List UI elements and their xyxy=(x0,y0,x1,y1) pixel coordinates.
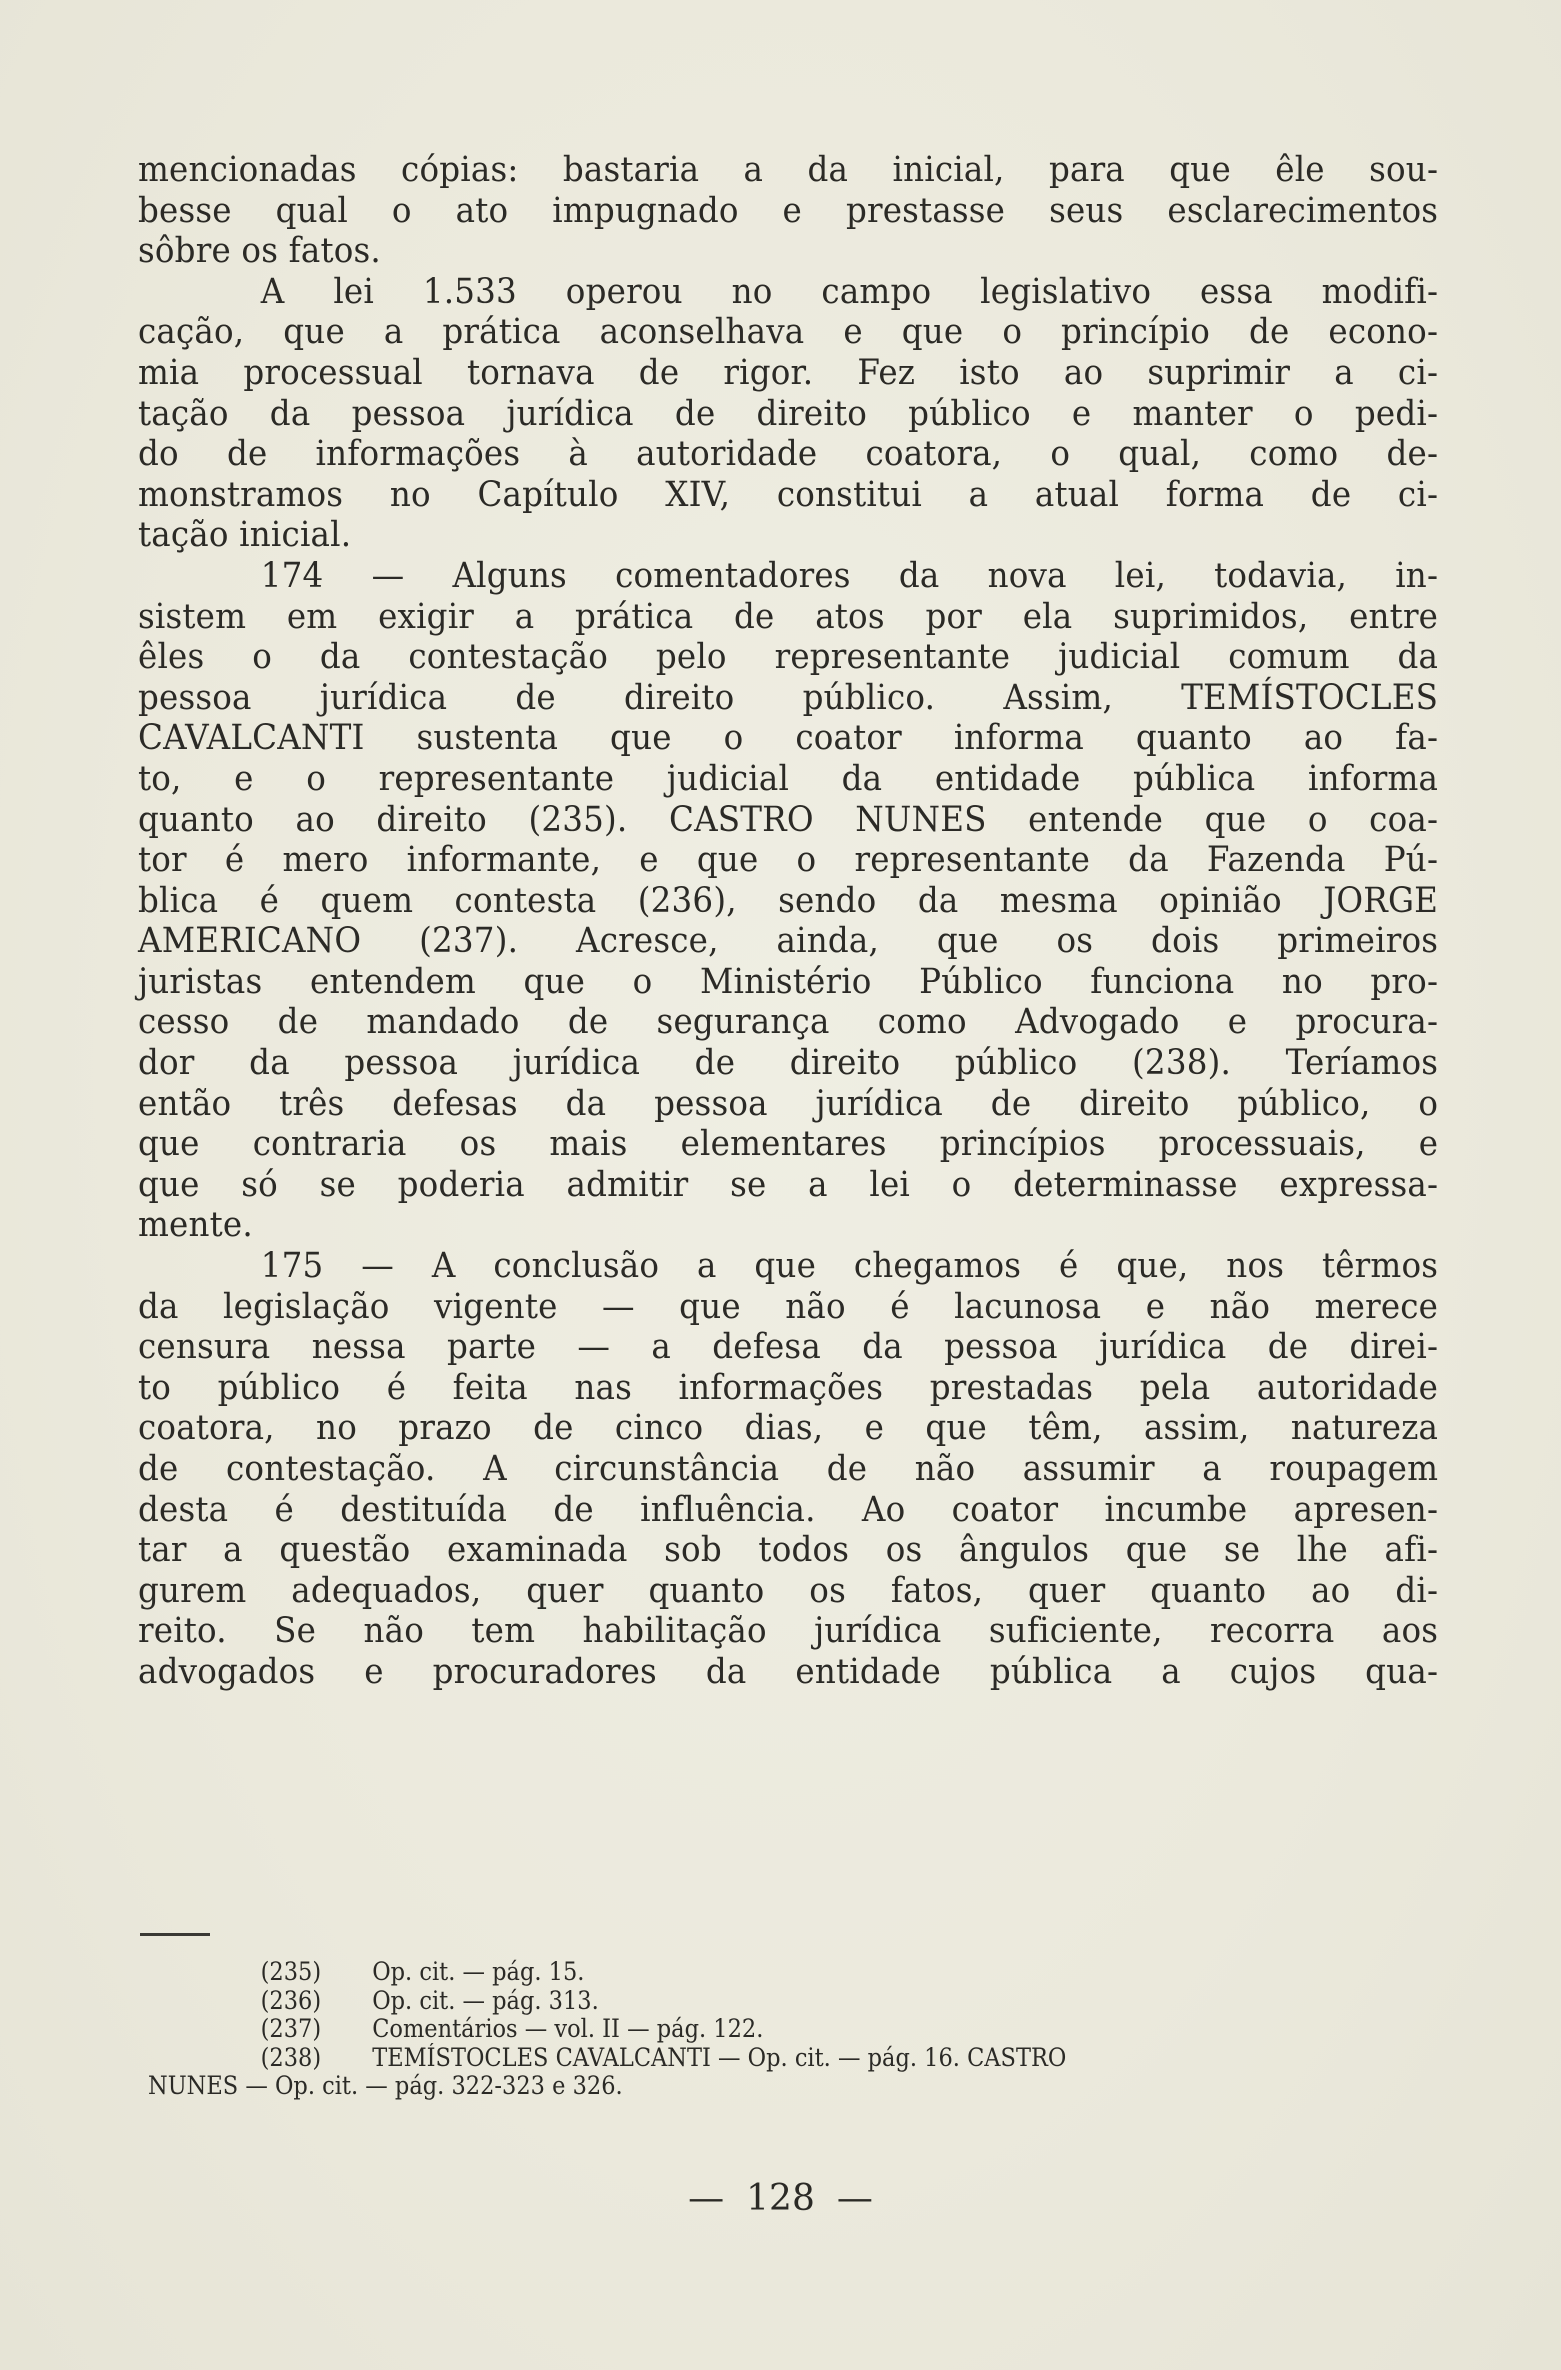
text-line: advogados e procuradores da entidade pública a cujos qua- xyxy=(138,1651,1439,1692)
footnote-237 xyxy=(158,2015,1328,2044)
text-line: CAVALCANTI sustenta que o coator informa quanto ao fa- xyxy=(138,718,1439,759)
text-line: desta é destituída de influência. Ao coator incumbe apresen- xyxy=(138,1489,1439,1530)
text-line: êles o da contestação pelo representante judicial comum da xyxy=(138,637,1439,678)
footnote-238-continuation: NUNES — Op. cit. — pág. 322-323 e 326. xyxy=(148,2071,623,2100)
footnote-text: TEMÍSTOCLES CAVALCANTI — Op. cit. — pág. 16. CASTRO xyxy=(372,2042,1067,2072)
text-line: tar a questão examinada sob todos os ângulos que se lhe afi- xyxy=(138,1530,1439,1571)
text-line: mente. xyxy=(138,1205,253,1246)
text-line: que contraria os mais elementares princípios processuais, e xyxy=(138,1124,1439,1165)
text-line: to, e o representante judicial da entidade pública informa xyxy=(138,758,1439,799)
footnote-text: Op. cit. — pág. 15. xyxy=(372,1957,585,1986)
text-line: mencionadas cópias: bastaria a da inicial, para que êle sou- xyxy=(138,150,1439,190)
body-text xyxy=(138,150,1438,1693)
text-line: tação inicial. xyxy=(138,515,352,556)
text-line: de contestação. A circunstância de não assumir a roupagem xyxy=(138,1449,1439,1489)
page-number-value: 128 xyxy=(746,2178,815,2219)
footnote-number: (236) xyxy=(260,1985,322,2015)
text-line: dor da pessoa jurídica de direito público (238). Teríamos xyxy=(138,1043,1439,1084)
footnote-number: (238) xyxy=(260,2042,322,2072)
text-line: cesso de mandado de segurança como Advogado e procura- xyxy=(138,1002,1439,1043)
text-line: que só se poderia admitir se a lei o determinasse expressa- xyxy=(138,1164,1439,1205)
footnote-number: (237) xyxy=(260,2014,322,2043)
text-line: da legislação vigente — que não é lacunosa e não merece xyxy=(138,1286,1439,1327)
text-line: reito. Se não tem habilitação jurídica suficiente, recorra aos xyxy=(138,1611,1439,1652)
section-174-start-line: 174 — Alguns comentadores da nova lei, todavia, in- xyxy=(260,555,1439,596)
section-175-start-line: 175 — A conclusão a que chegamos é que, nos têrmos xyxy=(260,1246,1439,1287)
footnote-text: Op. cit. — pág. 313. xyxy=(372,1985,599,2015)
text-line: censura nessa parte — a defesa da pessoa jurídica de direi- xyxy=(138,1327,1439,1368)
footnote-236 xyxy=(158,1987,1328,2016)
page-number xyxy=(0,2177,1561,2221)
footnote-235 xyxy=(158,1958,1328,1987)
text-line: tação da pessoa jurídica de direito público e manter o pedi- xyxy=(138,393,1439,434)
page-number-dash-left: — xyxy=(688,2178,725,2219)
text-line: juristas entendem que o Ministério Público funciona no pro- xyxy=(138,961,1439,1002)
text-line: blica é quem contesta (236), sendo da mesma opinião JORGE xyxy=(138,880,1439,921)
text-line: mia processual tornava de rigor. Fez isto ao suprimir a ci- xyxy=(138,352,1439,393)
footnotes xyxy=(148,1957,1458,2101)
text-line: pessoa jurídica de direito público. Assim, TEMÍSTOCLES xyxy=(138,677,1439,718)
footnote-number: (235) xyxy=(260,1957,322,1986)
text-line: sistem em exigir a prática de atos por ela suprimidos, entre xyxy=(138,596,1439,637)
text-line: então três defesas da pessoa jurídica de direito público, o xyxy=(138,1083,1439,1124)
text-line: besse qual o ato impugnado e prestasse seus esclarecimentos xyxy=(138,190,1439,231)
text-line: coatora, no prazo de cinco dias, e que têm, assim, natureza xyxy=(138,1408,1439,1449)
footnote-text: Comentários — vol. II — pág. 122. xyxy=(372,2014,764,2043)
text-line: gurem adequados, quer quanto os fatos, quer quanto ao di- xyxy=(138,1570,1439,1611)
text-line: to público é feita nas informações prestadas pela autoridade xyxy=(138,1367,1439,1408)
footnote-separator xyxy=(140,1933,210,1936)
text-line: do de informações à autoridade coatora, o qual, como de- xyxy=(138,434,1439,475)
page-number-dash-right: — xyxy=(836,2178,873,2219)
text-line: sôbre os fatos. xyxy=(138,231,381,272)
text-line: monstramos no Capítulo XIV, constitui a atual forma de ci- xyxy=(138,474,1439,515)
text-line: AMERICANO (237). Acresce, ainda, que os dois primeiros xyxy=(138,921,1439,962)
paragraph-start-line: A lei 1.533 operou no campo legislativo essa modifi- xyxy=(260,271,1439,312)
footnote-238 xyxy=(158,2044,1328,2073)
text-line: cação, que a prática aconselhava e que o princípio de econo- xyxy=(138,312,1439,353)
text-line: quanto ao direito (235). CASTRO NUNES entende que o coa- xyxy=(138,799,1439,840)
text-line: tor é mero informante, e que o representante da Fazenda Pú- xyxy=(138,840,1439,881)
